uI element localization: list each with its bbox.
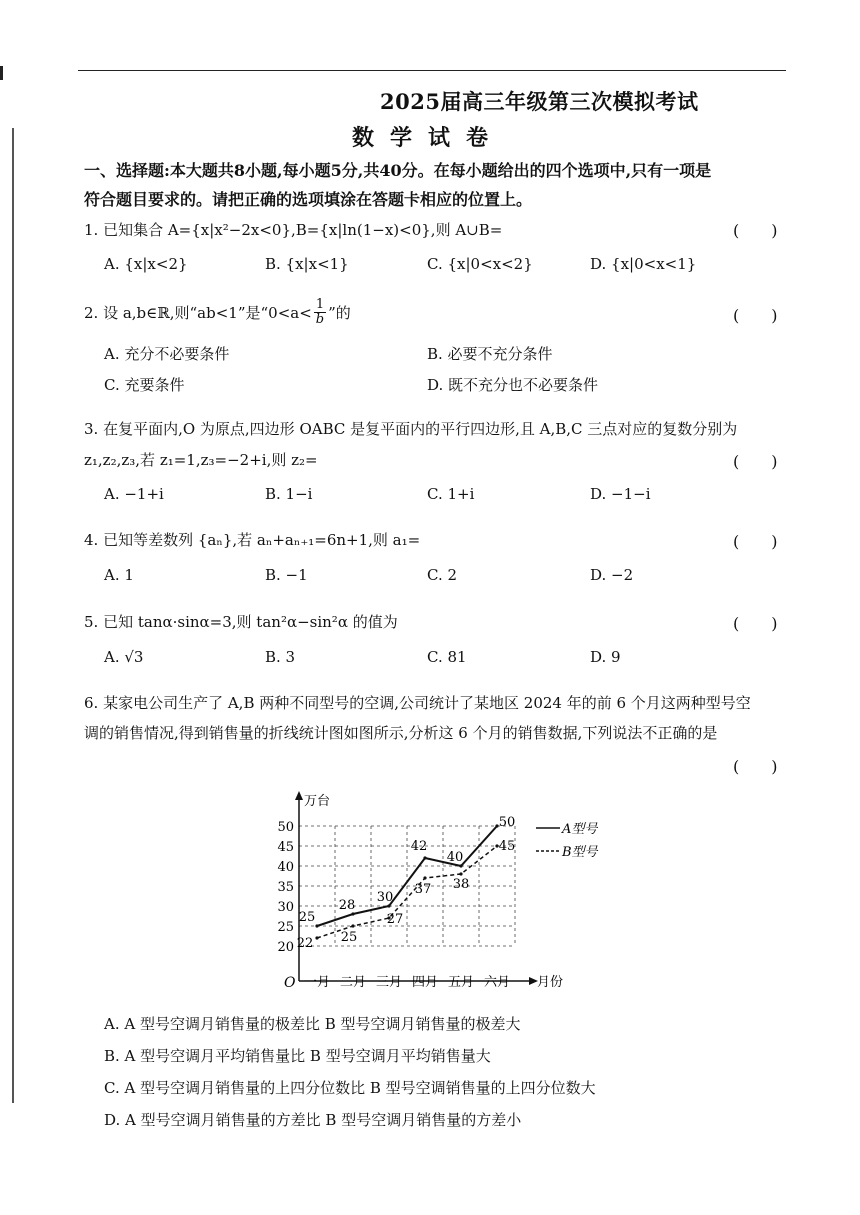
y-tick-label: 35: [277, 880, 294, 895]
question-5-answer-paren: ( ): [733, 614, 778, 633]
x-tick-label: 一月: [303, 975, 331, 990]
x-tick-labels: [304, 975, 510, 990]
question-2-option-c: C. 充要条件: [104, 376, 185, 394]
margin-mark: [0, 66, 3, 80]
question-2-stem: [84, 298, 351, 327]
binding-line: [12, 128, 14, 1103]
question-5-option-b: B. 3: [265, 648, 296, 666]
sales-line-chart: [270, 785, 620, 1000]
data-label: 37: [414, 882, 432, 897]
question-4-answer-paren: ( ): [733, 532, 778, 551]
section-instructions-line2: 符合题目要求的。请把正确的选项填涂在答题卡相应的位置上。: [84, 190, 533, 209]
question-4-option-c: C. 2: [427, 566, 458, 584]
data-label: 30: [376, 890, 394, 905]
question-3-option-a: A. −1+i: [104, 485, 164, 503]
question-6-option-d: D. A 型号空调月销售量的方差比 B 型号空调月销售量的方差小: [104, 1111, 522, 1129]
data-point: [315, 924, 318, 927]
data-label: 40: [446, 850, 464, 865]
y-tick-label: 40: [277, 860, 294, 875]
question-5-option-d: D. 9: [590, 648, 621, 666]
y-axis-arrow: [295, 791, 303, 800]
origin-label: O: [284, 975, 296, 991]
question-3-option-b: B. 1−i: [265, 485, 313, 503]
legend-label: B型号: [562, 845, 598, 860]
question-1-option-b: B. {x|x<1}: [265, 255, 349, 273]
x-axis-label: 月份: [537, 975, 564, 990]
question-3-option-c: C. 1+i: [427, 485, 475, 503]
question-1-option-a: A. {x|x<2}: [104, 255, 188, 273]
question-1-option-d: D. {x|0<x<1}: [590, 255, 697, 273]
question-3-stem-line2: z₁,z₂,z₃,若 z₁=1,z₃=−2+i,则 z₂=: [84, 451, 318, 469]
question-1-answer-paren: ( ): [733, 221, 778, 240]
question-6-option-b: B. A 型号空调月平均销售量比 B 型号空调月平均销售量大: [104, 1047, 491, 1065]
question-3-stem-line1: 3. 在复平面内,O 为原点,四边形 OABC 是复平面内的平行四边形,且 A,B,C 三点对应的复数分别为: [84, 420, 738, 438]
x-tick-label: 六月: [483, 975, 511, 990]
y-tick-labels: [277, 820, 294, 955]
chart-legend: [536, 822, 599, 860]
question-6-answer-paren: ( ): [733, 757, 778, 776]
data-label: 38: [452, 877, 470, 892]
question-2-option-a: A. 充分不必要条件: [104, 345, 230, 363]
question-2-stem-start: 2. 设 a,b∈ℝ,则“ab<1”是“0<a<: [84, 304, 312, 322]
data-label: 25: [298, 910, 316, 925]
fraction-numerator: 1: [315, 297, 325, 312]
question-2-answer-paren: ( ): [733, 306, 778, 325]
question-4-option-d: D. −2: [590, 566, 634, 584]
x-tick-label: 四月: [411, 975, 439, 990]
question-1-option-c: C. {x|0<x<2}: [427, 255, 533, 273]
fraction-denominator: b: [315, 312, 325, 327]
question-6-option-a: A. A 型号空调月销售量的极差比 B 型号空调月销售量的极差大: [104, 1015, 521, 1033]
question-2-option-d: D. 既不充分也不必要条件: [427, 376, 599, 394]
question-3-option-d: D. −1−i: [590, 485, 651, 503]
question-2-fraction: [314, 298, 326, 327]
question-5-option-a: A. √3: [104, 648, 144, 666]
data-point: [315, 936, 318, 939]
exam-title: 2025届高三年级第三次模拟考试: [380, 89, 699, 114]
header-rule: [78, 70, 786, 71]
exam-subtitle: 数学试卷: [352, 125, 505, 151]
y-tick-label: 45: [277, 840, 294, 855]
data-label: 25: [340, 930, 358, 945]
question-1-stem: 1. 已知集合 A={x|x²−2x<0},B={x|ln(1−x)<0},则 A∪B=: [84, 221, 503, 239]
data-label: 45: [498, 839, 516, 854]
y-tick-label: 20: [277, 940, 294, 955]
question-2-stem-end: ”的: [328, 304, 351, 322]
question-6-stem-line1: 6. 某家电公司生产了 A,B 两种不同型号的空调,公司统计了某地区 2024 年的前 6 个月这两种型号空: [84, 694, 751, 712]
x-tick-label: 三月: [375, 975, 403, 990]
chart-grid: [299, 826, 515, 946]
question-6-stem-line2: 调的销售情况,得到销售量的折线统计图如图所示,分析这 6 个月的销售数据,下列说法不正确的是: [84, 724, 718, 742]
data-label: 22: [296, 936, 314, 951]
legend-label: A型号: [562, 822, 598, 837]
question-6-option-c: C. A 型号空调月销售量的上四分位数比 B 型号空调销售量的上四分位数大: [104, 1079, 596, 1097]
data-label: 27: [386, 912, 404, 927]
x-tick-label: 五月: [447, 975, 475, 990]
y-axis-unit: 万台: [304, 794, 331, 809]
question-4-option-b: B. −1: [265, 566, 308, 584]
question-3-answer-paren: ( ): [733, 452, 778, 471]
y-tick-label: 30: [277, 900, 294, 915]
data-label: 50: [498, 815, 516, 830]
y-tick-label: 25: [277, 920, 294, 935]
data-point: [351, 924, 354, 927]
y-tick-label: 50: [277, 820, 294, 835]
question-5-option-c: C. 81: [427, 648, 467, 666]
data-point: [423, 876, 426, 879]
question-5-stem: 5. 已知 tanα·sinα=3,则 tan²α−sin²α 的值为: [84, 613, 398, 631]
chart-series: [297, 815, 516, 951]
section-instructions-line1: 一、选择题:本大题共8小题,每小题5分,共40分。在每小题给出的四个选项中,只有一项是: [84, 161, 712, 180]
data-point: [459, 872, 462, 875]
data-label: 42: [410, 839, 428, 854]
question-4-stem: 4. 已知等差数列 {aₙ},若 aₙ+aₙ₊₁=6n+1,则 a₁=: [84, 531, 421, 549]
data-point: [423, 856, 426, 859]
data-label: 28: [338, 898, 356, 913]
question-4-option-a: A. 1: [104, 566, 134, 584]
question-2-option-b: B. 必要不充分条件: [427, 345, 553, 363]
x-tick-label: 二月: [339, 975, 367, 990]
